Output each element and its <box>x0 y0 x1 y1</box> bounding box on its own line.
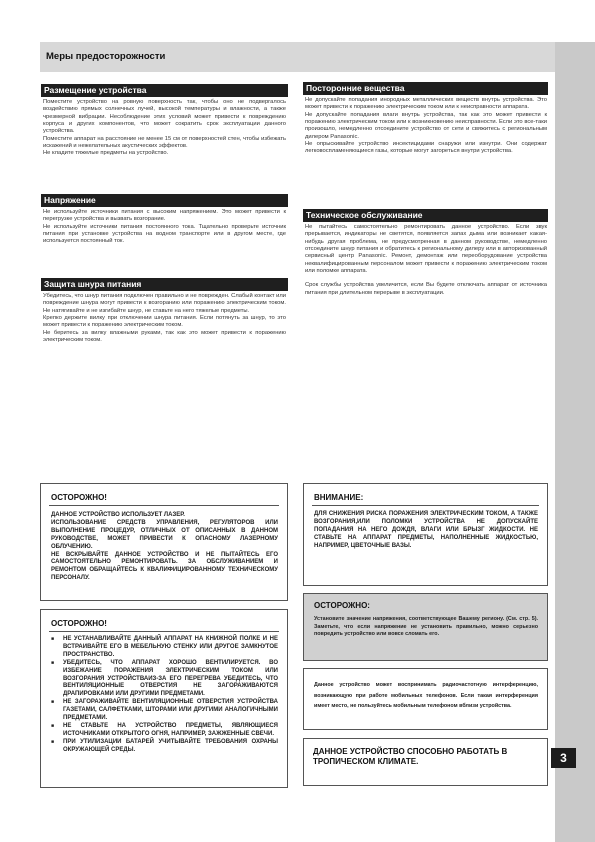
paragraph: ИСПОЛЬЗОВАНИЕ СРЕДСТВ УПРАВЛЕНИЯ, РЕГУЛЯТОРОВ ИЛИ ВЫПОЛНЕНИЕ ПРОЦЕДУР, ОТЛИЧНЫХ ОТ ОПИСАННЫХ В ДАННОМ РУКОВОДСТВЕ, МОЖЕТ ПРИВЕСТИ К ОПАСНОМУ ЛАЗЕРНОМУ ОБЛУЧЕНИЮ. <box>51 519 278 550</box>
section-body-placement <box>43 99 286 158</box>
bullet-icon: ■ <box>51 636 55 642</box>
box-text <box>51 512 278 583</box>
bullet-icon: ■ <box>51 699 55 706</box>
list-item: ■ ПРИ УТИЛИЗАЦИИ БАТАРЕЙ УЧИТЫВАЙТЕ ТРЕБОВАНИЯ ОХРАНЫ ОКРУЖАЮЩЕЙ СРЕДЫ. <box>51 738 278 753</box>
paragraph: Не опрыскивайте устройство инсектицидами снаружи или изнутри. Они содержат легковоспламеняющиеся газы, которые могут загореться внутри устройства. <box>305 141 547 155</box>
box-title: ОСТОРОЖНО! <box>51 619 107 628</box>
paragraph: Не кладите тяжелые предметы на устройство. <box>43 150 169 157</box>
list-item: ■ НЕ УСТАНАВЛИВАЙТЕ ДАННЫЙ АППАРАТ НА КНИЖНОЙ ПОЛКЕ И НЕ ВСТРАИВАЙТЕ ЕГО В МЕБЕЛЬНУЮ СТЕНКУ ИЛИ ДРУГОЕ ЗАМКНУТОЕ ПРОСТРАНСТВО. <box>51 636 278 658</box>
paragraph: Не используйте источники питания постоянного тока. Тщательно проверьте источник питания при установке устройства на водном транспорте или в другом месте, где используется постоянный ток. <box>43 223 286 245</box>
section-body-foreign <box>305 97 547 156</box>
bullet-icon: ■ <box>51 659 55 666</box>
radio-interference-box <box>303 668 548 730</box>
divider <box>312 505 539 506</box>
paragraph: Убедитесь, что шнур питания подключен правильно и не поврежден. Слабый контакт или повреждение шнура могут привести к возгоранию или поражению электрическим током. Не натягивайте и не изгибайте шнур, не ставьте на него тяжелые предметы. <box>43 293 286 314</box>
box-text <box>314 680 538 712</box>
tropical-text: ДАННОЕ УСТРОЙСТВО СПОСОБНО РАБОТАТЬ В ТРОПИЧЕСКОМ КЛИМАТЕ. <box>313 747 508 766</box>
paragraph: Срок службы устройства увеличится, если Вы будете отключать аппарат от источника питания при длительном перерыве в эксплуатации. <box>305 282 547 296</box>
list-item: ■ НЕ ЗАГОРАЖИВАЙТЕ ВЕНТИЛЯЦИОННЫЕ ОТВЕРСТИЯ УСТРОЙСТВА ГАЗЕТАМИ, САЛФЕТКАМИ, ШТОРАМИ ИЛИ ДРУГИМИ АНАЛОГИЧНЫМИ ПРЕДМЕТАМИ. <box>51 699 278 722</box>
paragraph: ДЛЯ СНИЖЕНИЯ РИСКА ПОРАЖЕНИЯ ЭЛЕКТРИЧЕСКИМ ТОКОМ, А ТАКЖЕ ВОЗГОРАНИЯ,ИЛИ ПОЛОМКИ УСТРОЙСТВА НЕ ДОПУСКАЙТЕ ПОПАДАНИЯ НА НЕГО ДОЖДЯ, ВЛАГИ ИЛИ БРЫЗГ ЖИДКОСТИ. НЕ СТАВЬТЕ НА АППАРАТ ПРЕДМЕТЫ, НАПОЛНЕННЫЕ ЖИДКОСТЬЮ, НАПРИМЕР, ЦВЕТОЧНЫЕ ВАЗЫ. <box>314 511 538 549</box>
divider <box>49 631 279 632</box>
list-item: ■ НЕ СТАВЬТЕ НА УСТРОЙСТВО ПРЕДМЕТЫ, ЯВЛЯЮЩИЕСЯ ИСТОЧНИКАМИ ОТКРЫТОГО ОГНЯ, НАПРИМЕР, ЗАЖЖЕННЫЕ СВЕЧИ. <box>51 722 278 737</box>
paragraph: Не используйте источники питания с высоким напряжением. Это может привести к перегрузке устройства и вызвать возгорание. <box>43 209 286 223</box>
section-body-voltage <box>43 209 286 246</box>
paragraph: Крепко держите вилку при отключении шнура питания. Если потянуть за шнур, то это может привести к поражению электрическим током. <box>43 315 286 329</box>
paragraph: Не допускайте попадания инородных металлических веществ внутрь устройства. Это может привести к поражению электрическим током или к неисправности аппарата. <box>305 97 547 111</box>
divider <box>49 505 279 506</box>
section-title-placement: Размещение устройства <box>41 84 288 97</box>
bullet-icon: ■ <box>51 738 55 745</box>
paragraph: НЕ ВСКРЫВАЙТЕ ДАННОЕ УСТРОЙСТВО И НЕ ПЫТАЙТЕСЬ ЕГО САМОСТОЯТЕЛЬНО РЕМОНТИРОВАТЬ. ЗА ОБСЛУЖИВАНИЕМ И РЕМОНТОМ ОБРАЩАЙТЕСЬ К КВАЛИФИЦИРОВАННОМУ ТЕХНИЧЕСКОМУ ПЕРСОНАЛУ. <box>51 551 278 582</box>
box-text <box>314 511 538 551</box>
box-title: ОСТОРОЖНО! <box>51 493 107 502</box>
paragraph: Не допускайте попадания влаги внутрь устройства, так как это может привести к поражению электрическим током или к возникновению неисправности. Если это все-таки произошло, немедленно отсоедините устройство от сети и свяжитесь с региональным дилером Panasonic. <box>305 111 547 140</box>
box-text <box>51 636 278 755</box>
paragraph: Не пытайтесь самостоятельно ремонтировать данное устройство. Если звук прерывается, индикаторы не светятся, появляется запах дыма или возникает какая-нибудь другая проблема, не предусмотренная в данном руководстве, немедленно отсоедините шнур питания и обратитесь к региональному дилеру или в авторизованный сервисный центр Panasonic. Ремонт, демонтаж или переоборудование устройства неквалифицированным персоналом может привести к поражению электрическим током или поломке аппарата. <box>305 224 547 275</box>
box-text <box>314 616 538 639</box>
paragraph: Поместите устройство на ровную поверхность так, чтобы оно не подвергалось воздействию прямых солнечных лучей, высокой температуры и влажности, а также чрезмерной вибрации. Несоблюдение этих условий может привести к повреждению корпуса и других компонентов, что может сократить срок эксплуатации данного устройства. <box>43 99 286 135</box>
section-body-service <box>305 224 547 297</box>
section-title-voltage: Напряжение <box>41 194 288 207</box>
section-body-cord <box>43 293 286 344</box>
paragraph: ДАННОЕ УСТРОЙСТВО ИСПОЛЬЗУЕТ ЛАЗЕР. <box>51 512 185 518</box>
side-tab <box>555 42 595 842</box>
paragraph: Не беритесь за вилку влажными руками, так как это может привести к поражению электрическим током. <box>43 329 286 344</box>
section-title-service: Техническое обслуживание <box>303 209 548 222</box>
attention-box <box>303 483 548 586</box>
list-item: ■ УБЕДИТЕСЬ, ЧТО АППАРАТ ХОРОШО ВЕНТИЛИРУЕТСЯ. ВО ИЗБЕЖАНИЕ ПОРАЖЕНИЯ ЭЛЕКТРИЧЕСКИМ ТОКОМ ИЛИ ВОЗГОРАНИЯ УСТРОЙСТВАИЗ-ЗА ЕГО ПЕРЕГРЕВА УБЕДИТЕСЬ, ЧТО ВЕНТИЛЯЦИОННЫЕ ОТВЕРСТИЯ НЕ ЗАГОРАЖИВАЮТСЯ ДРАПИРОВКАМИ ИЛИ ДРУГИМИ ПРЕДМЕТАМИ. <box>51 659 278 698</box>
section-title-cord: Защита шнура питания <box>41 278 288 291</box>
box-title: ОСТОРОЖНО: <box>314 601 370 610</box>
page-number: 3 <box>551 748 576 768</box>
bullet-icon: ■ <box>51 722 55 729</box>
section-title-foreign: Посторонние вещества <box>303 82 548 95</box>
ventilation-warning-box <box>40 609 288 788</box>
laser-warning-box <box>40 483 288 601</box>
paragraph: Установите значение напряжения, соответствующее Вашему региону. (См. стр. 5). Заметьте, что если напряжение не установить правильно, можно серьезно повредить устройство или вовсе сломать его. <box>314 616 538 637</box>
paragraph: Поместите аппарат на расстояние не менее 15 см от поверхностей стен, чтобы избежать искажений и нежелательных акустических эффектов. <box>43 135 286 150</box>
tropical-climate-box <box>303 738 548 786</box>
paragraph: Данное устройство может воспринимать радиочастотную интерференцию, возникающую при работе мобильных телефонов. Если такая интерференция имеет место, не пользуйтесь мобильным телефоном вблизи устройства. <box>314 682 538 709</box>
voltage-warning-box <box>303 593 548 661</box>
box-title: ВНИМАНИЕ: <box>314 493 364 502</box>
bullet-list <box>51 636 278 755</box>
page-title: Меры предосторожности <box>46 51 166 62</box>
